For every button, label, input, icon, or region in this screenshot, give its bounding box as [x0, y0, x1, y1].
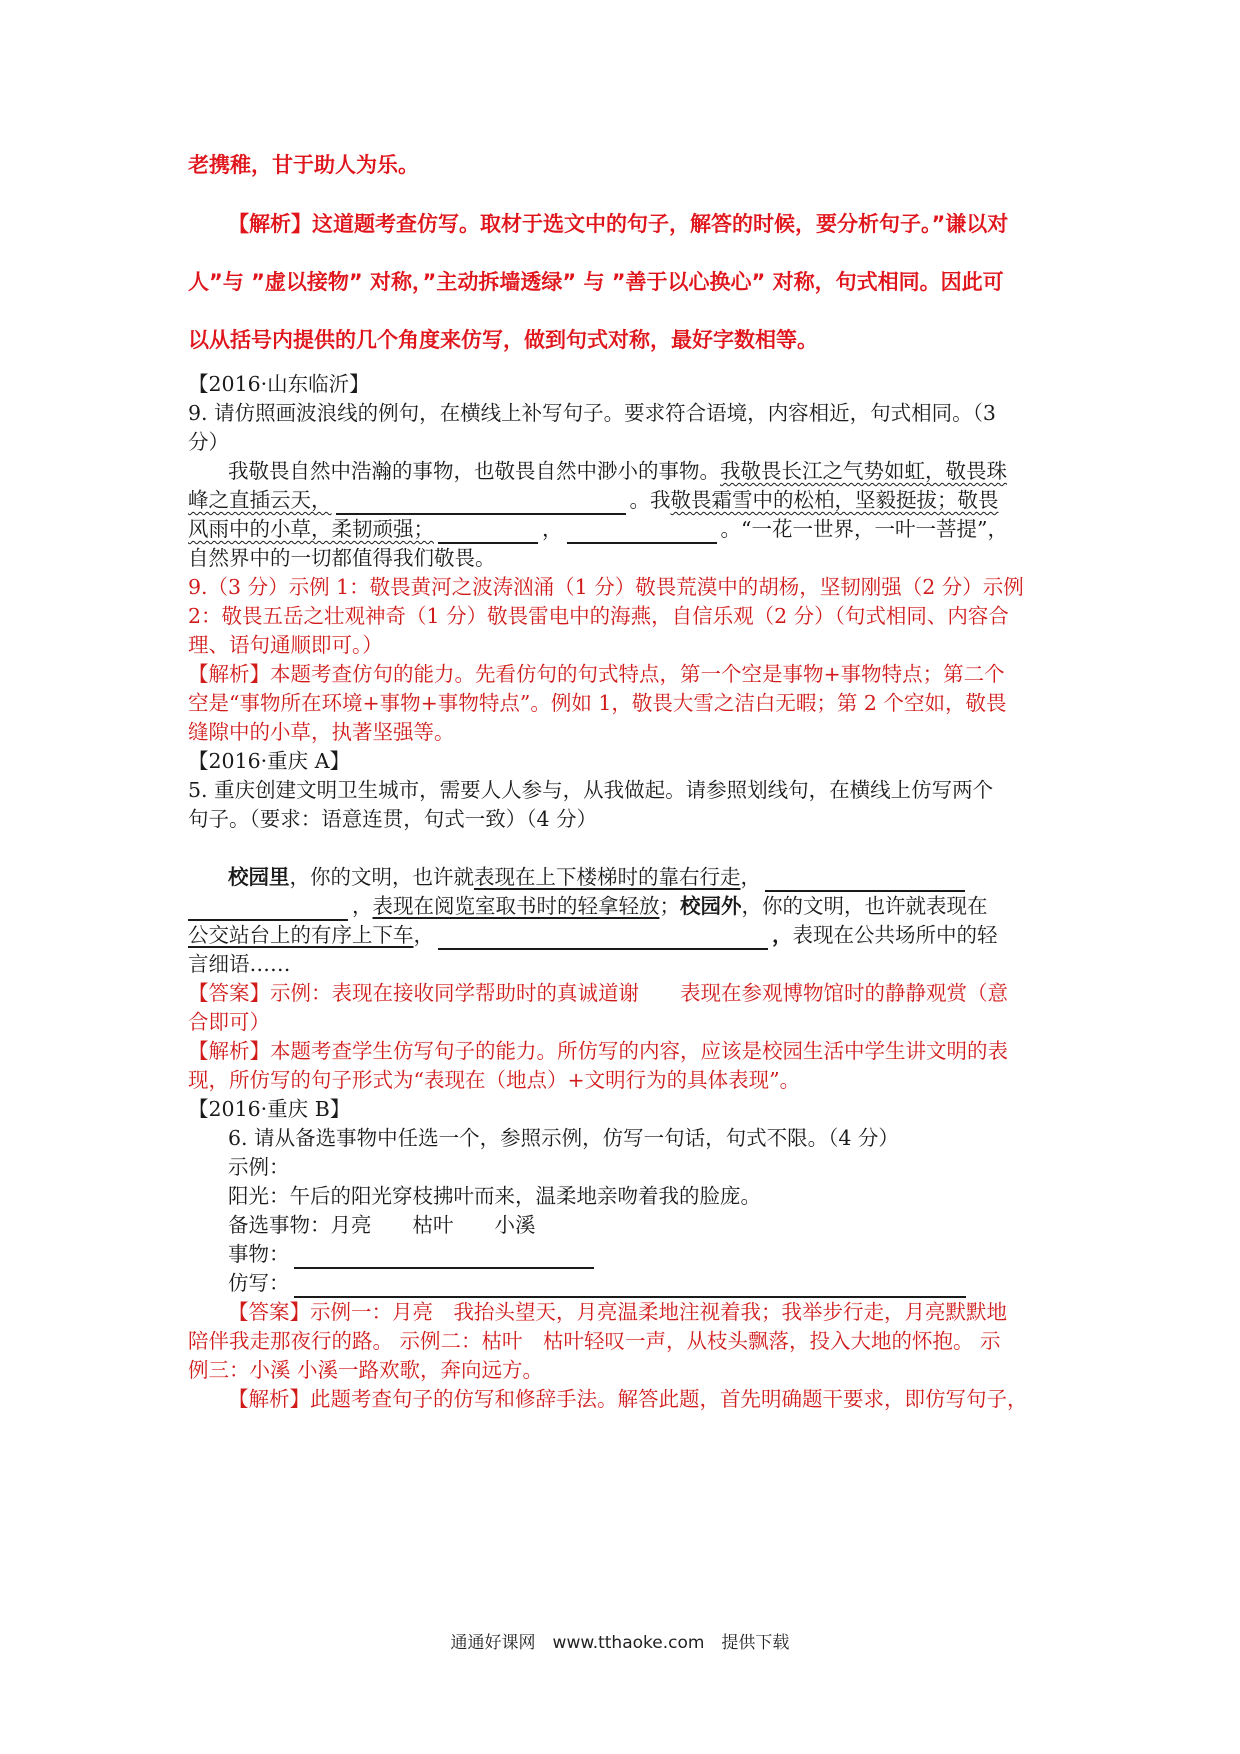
question-stem: 5. 重庆创建文明卫生城市，需要人人参与，从我做起。请参照划线句，在横线上仿写两个	[188, 778, 994, 802]
passage-line	[228, 456, 1007, 486]
imitate-label: 仿写：	[228, 1271, 290, 1295]
source-tag: 【2016·重庆 B】	[188, 1097, 351, 1121]
passage-text: 表现在公共场所中的轻	[792, 923, 998, 947]
wavy-example: 我敬畏长江之气势如虹，敬畏珠	[720, 459, 1007, 483]
passage-bold: 校园外	[680, 894, 742, 918]
page-footer: 通通好课网 www.tthaoke.com 提供下载	[450, 1633, 790, 1653]
passage-line	[228, 862, 969, 892]
passage-bold: 校园里	[228, 865, 290, 889]
answer-line: 合即可）	[188, 1010, 270, 1034]
thing-label: 事物：	[228, 1242, 290, 1266]
fill-blank[interactable]	[188, 897, 348, 921]
passage-line	[188, 891, 988, 921]
analysis-line: 【解析】本题考查学生仿写句子的能力。所仿写的内容，应该是校园生活中学生讲文明的表	[188, 1039, 1008, 1063]
source-tag: 【2016·重庆 A】	[188, 749, 351, 773]
question-stem: 分）	[188, 430, 229, 454]
passage-line: 自然界中的一切都值得我们敬畏。	[188, 546, 496, 570]
passage-text: ，	[772, 923, 793, 947]
passage-line	[188, 514, 1008, 544]
choices-text: 备选事物：月亮 枯叶 小溪	[228, 1213, 536, 1237]
thing-blank[interactable]	[294, 1245, 594, 1269]
fill-blank[interactable]	[336, 491, 626, 515]
example-text: 阳光：午后的阳光穿枝拂叶而来，温柔地亲吻着我的脸庞。	[228, 1184, 761, 1208]
answer-line: 理、语句通顺即可。）	[188, 633, 383, 657]
analysis-line: 【解析】此题考查句子的仿写和修辞手法。解答此题，首先明确题干要求，即仿写句子，	[228, 1387, 1028, 1411]
answer-continuation: 老携稚，甘于助人为乐。	[188, 153, 419, 177]
analysis-line: 【解析】这道题考查仿写。取材于选文中的句子，解答的时候，要分析句子。”谦以对	[228, 212, 1009, 236]
wavy-example: 风雨中的小草，柔韧顽强；	[188, 517, 434, 541]
answer-line: 【答案】示例一：月亮 我抬头望天，月亮温柔地注视着我；我举步行走，月亮默默地	[228, 1300, 1007, 1324]
passage-text: ，你的文明，也许就	[289, 865, 474, 889]
wavy-example: 敬畏霜雪中的松柏，坚毅挺拔；敬畏	[670, 488, 999, 512]
analysis-line: 人”与 ”虚以接物” 对称，”主动拆墙透绿” 与 ”善于以心换心” 对称，句式相同。因此可	[188, 270, 1004, 294]
imitate-blank[interactable]	[294, 1274, 966, 1298]
passage-line	[188, 485, 999, 515]
analysis-line: 空是“事物所在环境+事物+事物特点”。例如 1，敬畏大雪之洁白无暇；第 2 个空如，敬畏	[188, 691, 1007, 715]
answer-line: 陪伴我走那夜行的路。 示例二：枯叶 枯叶轻叹一声，从枝头飘落，投入大地的怀抱。 示	[188, 1329, 1001, 1353]
question-stem: 6. 请从备选事物中任选一个，参照示例，仿写一句话，句式不限。（4 分）	[228, 1126, 899, 1150]
passage-text: ，你的文明，也许就表现在	[741, 894, 988, 918]
source-tag: 【2016·山东临沂】	[188, 372, 370, 396]
fill-blank[interactable]	[765, 868, 965, 892]
answer-line: 2：敬畏五岳之壮观神奇（1 分）敬畏雷电中的海燕，自信乐观（2 分）（句式相同、内容合	[188, 604, 1009, 628]
answer-line: 例三：小溪 小溪一路欢歌，奔向远方。	[188, 1358, 544, 1382]
wavy-example: 峰之直插云天，	[188, 488, 332, 512]
passage-text: 。我	[629, 488, 671, 512]
underlined-example: 表现在上下楼梯时的靠右行走	[474, 865, 741, 889]
analysis-line: 缝隙中的小草，执著坚强等。	[188, 720, 455, 744]
fill-blank[interactable]	[438, 520, 538, 544]
question-stem: 9. 请仿照画波浪线的例句，在横线上补写句子。要求符合语境，内容相近，句式相同。（3	[188, 401, 996, 425]
fill-blank[interactable]	[567, 520, 717, 544]
passage-text: 。“一花一世界，一叶一菩提”，	[720, 517, 1008, 541]
answer-line: 9.（3 分）示例 1：敬畏黄河之波涛汹涌（1 分）敬畏荒漠中的胡杨，坚韧刚强（2 分）示例	[188, 575, 1024, 599]
passage-text: ；	[659, 894, 680, 918]
question-stem: 句子。（要求：语意连贯，句式一致）（4 分）	[188, 807, 598, 831]
passage-text: ，	[352, 894, 373, 918]
analysis-line: 【解析】本题考查仿句的能力。先看仿句的句式特点，第一个空是事物+事物特点；第二个	[188, 662, 1005, 686]
answer-line: 【答案】示例：表现在接收同学帮助时的真诚道谢 表现在参观博物馆时的静静观赏（意	[188, 981, 1008, 1005]
analysis-line: 现，所仿写的句子形式为“表现在（地点）+文明行为的具体表现”。	[188, 1068, 801, 1092]
imitate-line	[228, 1268, 970, 1298]
underlined-example: 公交站台上的有序上下车	[188, 923, 414, 947]
thing-line	[228, 1239, 598, 1269]
passage-text: ，	[740, 865, 761, 889]
example-label: 示例：	[228, 1155, 290, 1179]
passage-line: 言细语……	[188, 952, 291, 976]
passage-text: ，	[542, 517, 563, 541]
underlined-example: 表现在阅览室取书时的轻拿轻放	[372, 894, 660, 918]
analysis-line: 以从括号内提供的几个角度来仿写，做到句式对称，最好字数相等。	[188, 328, 818, 352]
fill-blank[interactable]	[438, 926, 768, 950]
passage-text: 我敬畏自然中浩瀚的事物，也敬畏自然中渺小的事物。	[228, 459, 720, 483]
passage-text: ，	[413, 923, 434, 947]
passage-line	[188, 920, 998, 950]
